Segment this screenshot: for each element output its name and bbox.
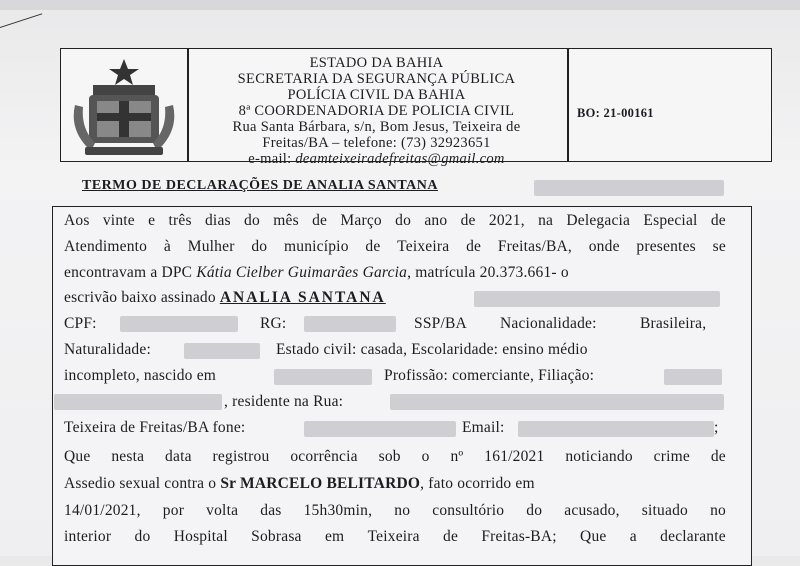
body-line-1 (64, 212, 726, 230)
body-text-fragment: declarante (660, 528, 726, 545)
body-text-fragment: Freitas-BA; (481, 528, 557, 545)
body-text-fragment: ano (424, 212, 448, 229)
header-divider-right (567, 49, 569, 161)
body-text-fragment: Teixeira de Freitas/BA fone: (64, 419, 246, 436)
body-text-fragment: do (244, 212, 260, 229)
body-text-fragment: do (251, 238, 268, 255)
body-text-fragment: noticiando (565, 448, 633, 465)
body-text-fragment: Nacionalidade: (500, 315, 597, 332)
body-text-fragment: Email: (462, 419, 505, 436)
header-line-secretariat: SECRETARIA DA SEGURANÇA PÚBLICA (237, 71, 516, 87)
body-text-fragment: do (526, 502, 543, 519)
cpf-label: CPF: (64, 315, 97, 332)
body-text-fragment: Atendimento (64, 238, 148, 255)
body-text-fragment: no (394, 502, 411, 519)
body-text-fragment: , residente na Rua: (224, 393, 344, 410)
body-text-fragment: Que (580, 528, 607, 545)
body-text-fragment: 15h30min, (303, 502, 373, 519)
body-text-fragment: três (168, 212, 192, 229)
redacted-rg (304, 316, 396, 332)
header-line-email (189, 151, 564, 167)
page-top-edge (0, 0, 800, 10)
redacted-surname (534, 180, 724, 196)
redacted-birthplace (184, 343, 260, 359)
body-text-fragment: a (629, 528, 637, 545)
body-text-fragment: de (710, 212, 726, 229)
body-text-fragment: de (443, 528, 459, 545)
body-text-fragment: Freitas/BA, (497, 238, 572, 255)
body-text-fragment: Teixeira (397, 238, 450, 255)
body-text-fragment: vinte (102, 212, 135, 229)
body-text-fragment: nesta (111, 448, 145, 465)
body-text-fragment: e (148, 212, 156, 229)
body-text-fragment: o (421, 448, 430, 465)
body-text-fragment: do (395, 212, 412, 229)
body-text-fragment: SSP/BA (414, 315, 467, 332)
body-text-fragment: Sobrasa (251, 528, 302, 545)
body-text-fragment: dias (204, 212, 231, 229)
email-label: e-mail: (248, 151, 296, 167)
body-text-fragment: situado (641, 502, 688, 519)
body-line-7 (64, 367, 726, 385)
body-text-fragment: na (538, 212, 554, 229)
redacted-birthdate (274, 369, 372, 385)
body-text-fragment: 161/2021 (484, 448, 545, 465)
body-text-fragment: de (312, 212, 328, 229)
body-line-2 (64, 238, 726, 256)
body-text-fragment: presentes (636, 238, 696, 255)
body-text-fragment: em (324, 528, 345, 545)
header-line-phone: Freitas/BA – telefone: (73) 32923651 (262, 135, 491, 151)
body-text-fragment: incompleto, nascido em (64, 367, 217, 384)
body-text-fragment: de (710, 448, 726, 465)
rg-label: RG: (260, 315, 287, 332)
body-text-fragment: onde (588, 238, 620, 255)
declarant-name: ANALIA SANTANA (219, 289, 386, 306)
body-text-fragment: de (365, 238, 381, 255)
body-text-fragment: , fato ocorrido em (420, 475, 535, 492)
redacted-parents-cont (54, 394, 222, 410)
redacted-declarant-surname (474, 291, 720, 307)
body-line-12 (64, 502, 726, 520)
body-text-fragment: Mulher (187, 238, 235, 255)
body-text-fragment: Naturalidade: (64, 341, 151, 358)
body-text-fragment: se (712, 238, 726, 255)
accused-name: Sr MARCELO BELITARDO (220, 475, 421, 492)
body-text-fragment: Assedio sexual contra o (64, 475, 221, 492)
redacted-phone (304, 421, 456, 437)
redacted-parents (664, 369, 722, 385)
body-text-fragment: Aos (64, 212, 90, 229)
body-text-fragment: interior (64, 528, 112, 545)
document-header (60, 48, 772, 167)
body-text-fragment: Brasileira, (640, 315, 707, 332)
header-line-state: ESTADO DA BAHIA (309, 55, 444, 71)
email-address: deamteixeiradefreitas@gmail.com (295, 151, 505, 167)
body-text-fragment: 2021, (488, 212, 525, 229)
body-text-fragment: data (165, 448, 192, 465)
header-line-address: Rua Santa Bárbara, s/n, Bom Jesus, Teixeira de (232, 119, 521, 135)
body-text-fragment: ; (714, 419, 719, 436)
body-text-fragment: nº (450, 448, 464, 465)
redacted-cpf (120, 316, 238, 332)
document-title: TERMO DE DECLARAÇÕES DE ANALIA SANTANA (82, 178, 438, 193)
body-text-fragment: de (460, 212, 476, 229)
body-text-fragment: escrivão baixo assinado (64, 289, 216, 306)
body-text-fragment: ocorrência (290, 448, 358, 465)
header-agency-block (189, 55, 564, 167)
body-line-3 (64, 264, 726, 282)
body-line-10 (64, 448, 726, 466)
body-text-fragment: das (260, 502, 282, 519)
body-text-fragment: mês (273, 212, 299, 229)
body-text-fragment: , matrícula 20.373.661- o (407, 264, 569, 281)
redacted-email (518, 421, 714, 437)
body-text-fragment: à (163, 238, 171, 255)
body-text-fragment: Teixeira (367, 528, 420, 545)
body-text-fragment: Especial (643, 212, 698, 229)
body-line-13 (64, 528, 726, 546)
body-text-fragment: consultório (432, 502, 505, 519)
bahia-coat-of-arms-icon (65, 55, 183, 159)
delegate-name: Kátia Cielber Guimarães Garcia (196, 264, 408, 281)
body-text-fragment: acusado, (564, 502, 620, 519)
body-text-fragment: no (710, 502, 726, 519)
body-text-fragment: Delegacia (566, 212, 631, 229)
header-line-coordination: 8ª COORDENADORIA DE POLICIA CIVIL (238, 103, 515, 119)
body-text-fragment: 14/01/2021, (64, 502, 141, 519)
body-text-fragment: registrou (212, 448, 270, 465)
body-text-fragment: do (134, 528, 151, 545)
header-line-police: POLÍCIA CIVIL DA BAHIA (287, 87, 466, 103)
body-text-fragment: Estado civil: casada, Escolaridade: ensino médio (276, 341, 588, 358)
body-text-fragment: sob (378, 448, 401, 465)
body-text-fragment: crime (653, 448, 690, 465)
body-text-fragment: Profissão: comerciante, Filiação: (384, 367, 595, 384)
redacted-street (390, 394, 724, 410)
body-text-fragment: encontravam a DPC (64, 264, 197, 281)
body-line-6 (64, 341, 726, 359)
body-text-fragment: Hospital (173, 528, 228, 545)
body-text-fragment: município (283, 238, 349, 255)
body-line-11 (64, 475, 726, 493)
body-text-fragment: Março (340, 212, 382, 229)
body-text-fragment: volta (206, 502, 239, 519)
signature-mark (0, 13, 48, 45)
body-text-fragment: por (162, 502, 185, 519)
body-text-fragment: Que (64, 448, 91, 465)
bo-number: BO: 21-00161 (577, 106, 654, 120)
body-text-fragment: de (466, 238, 482, 255)
